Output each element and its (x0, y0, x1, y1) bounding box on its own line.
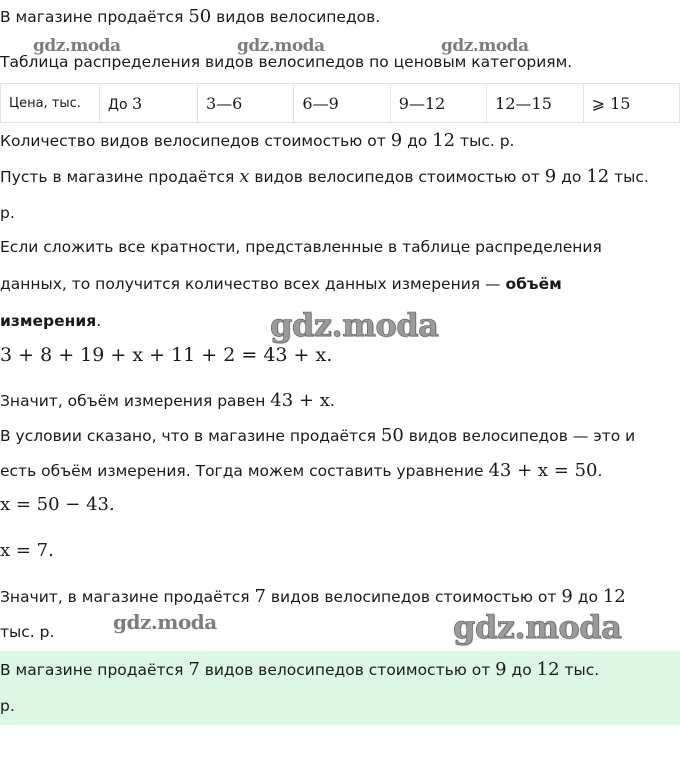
sum-text-line3 (0, 312, 101, 330)
table-cell (198, 84, 294, 123)
intro-text (0, 6, 380, 27)
text-part: Количество видов велосипедов стоимостью от (0, 132, 391, 150)
cell-value: 12—15 (495, 93, 552, 113)
intro-part: видов велосипедов. (211, 8, 381, 26)
table-cell (487, 84, 583, 123)
text-part: . (96, 312, 102, 330)
sum-text-line1: Если сложить все кратности, представленные в таблице распределения (0, 238, 602, 256)
condition-line2 (0, 460, 602, 481)
text-part: видов велосипедов стоимостью от (265, 588, 562, 606)
text-part: видов велосипедов стоимостью от (249, 168, 545, 186)
conclusion-line2: тыс. р. (0, 623, 55, 641)
table-cell (294, 84, 390, 123)
text-part: данных, то получится количество всех данных измерения — (0, 275, 506, 293)
text-part: тыс. (559, 661, 600, 679)
condition-line1 (0, 425, 635, 446)
watermark: gdz.moda (33, 36, 121, 56)
table-header-cell: Цена, тыс. (1, 84, 100, 123)
text-part: Значит, объём измерения равен (0, 392, 271, 410)
number: 12 (432, 130, 456, 151)
cell-value: 3 (131, 93, 143, 113)
solution-step: x = 50 − 43. (0, 494, 115, 515)
conclusion-line1 (0, 586, 626, 607)
number: 12 (586, 166, 610, 187)
equation: 43 + x = 50 (488, 460, 598, 481)
cell-value: 3—6 (206, 93, 243, 113)
table-cell (390, 84, 486, 123)
table-cell (100, 84, 198, 123)
number: 9 (544, 166, 557, 187)
watermark: gdz.moda (453, 608, 622, 646)
let-statement-cont: р. (0, 204, 15, 222)
bold-term: объём (505, 275, 562, 293)
text-part: . (597, 462, 603, 480)
intro-number: 50 (188, 6, 212, 27)
table-caption: Таблица распределения видов велосипедов по ценовым категориям. (0, 53, 573, 71)
text-part: видов велосипедов стоимостью от (199, 661, 496, 679)
number: 9 (495, 659, 507, 680)
text-part: до (506, 661, 537, 679)
text-part: до (572, 588, 603, 606)
let-statement (0, 166, 649, 187)
number: 12 (602, 586, 626, 607)
table-cell (583, 84, 679, 123)
number: 7 (254, 586, 266, 607)
text-part: тыс. (609, 168, 649, 186)
question-text (0, 130, 514, 151)
text-part: до (556, 168, 587, 186)
text-part: до (402, 132, 433, 150)
text-part: есть объём измерения. Тогда можем составить уравнение (0, 462, 489, 480)
text-part: В магазине продаётся (0, 661, 189, 679)
expression: 43 + x (270, 390, 330, 411)
text-part: тыс. р. (455, 132, 515, 150)
text-part: видов велосипедов — это и (403, 427, 636, 445)
number: 9 (390, 130, 403, 151)
variable: x (239, 166, 250, 187)
text-part: В условии сказано, что в магазине продаётся (0, 427, 381, 445)
watermark: gdz.moda (441, 36, 529, 56)
text-part: Пусть в магазине продаётся (0, 168, 240, 186)
cell-value: 6—9 (302, 93, 339, 113)
answer-line1 (0, 659, 599, 680)
bold-term: измерения (0, 312, 97, 330)
distribution-table (0, 83, 680, 123)
solution-step: x = 7. (0, 540, 54, 561)
watermark: gdz.moda (270, 306, 439, 344)
cell-value: 9—12 (398, 93, 446, 113)
cell-prefix: До (108, 96, 132, 113)
text-part: . (329, 392, 335, 410)
cell-value: 15 (610, 93, 631, 113)
watermark: gdz.moda (113, 610, 217, 634)
watermark: gdz.moda (237, 36, 325, 56)
volume-statement (0, 390, 335, 411)
number: 9 (561, 586, 573, 607)
number: 50 (380, 425, 404, 446)
intro-part: В магазине продаётся (0, 8, 189, 26)
number: 12 (536, 659, 560, 680)
equation-sum: 3 + 8 + 19 + x + 11 + 2 = 43 + x. (0, 344, 333, 366)
answer-box (0, 651, 680, 725)
text-part: Значит, в магазине продаётся (0, 588, 255, 606)
table-row (1, 84, 680, 123)
cell-prefix: ⩾ (591, 93, 611, 113)
number: 7 (188, 659, 200, 680)
answer-line2: р. (0, 697, 15, 715)
sum-text-line2 (0, 275, 562, 293)
